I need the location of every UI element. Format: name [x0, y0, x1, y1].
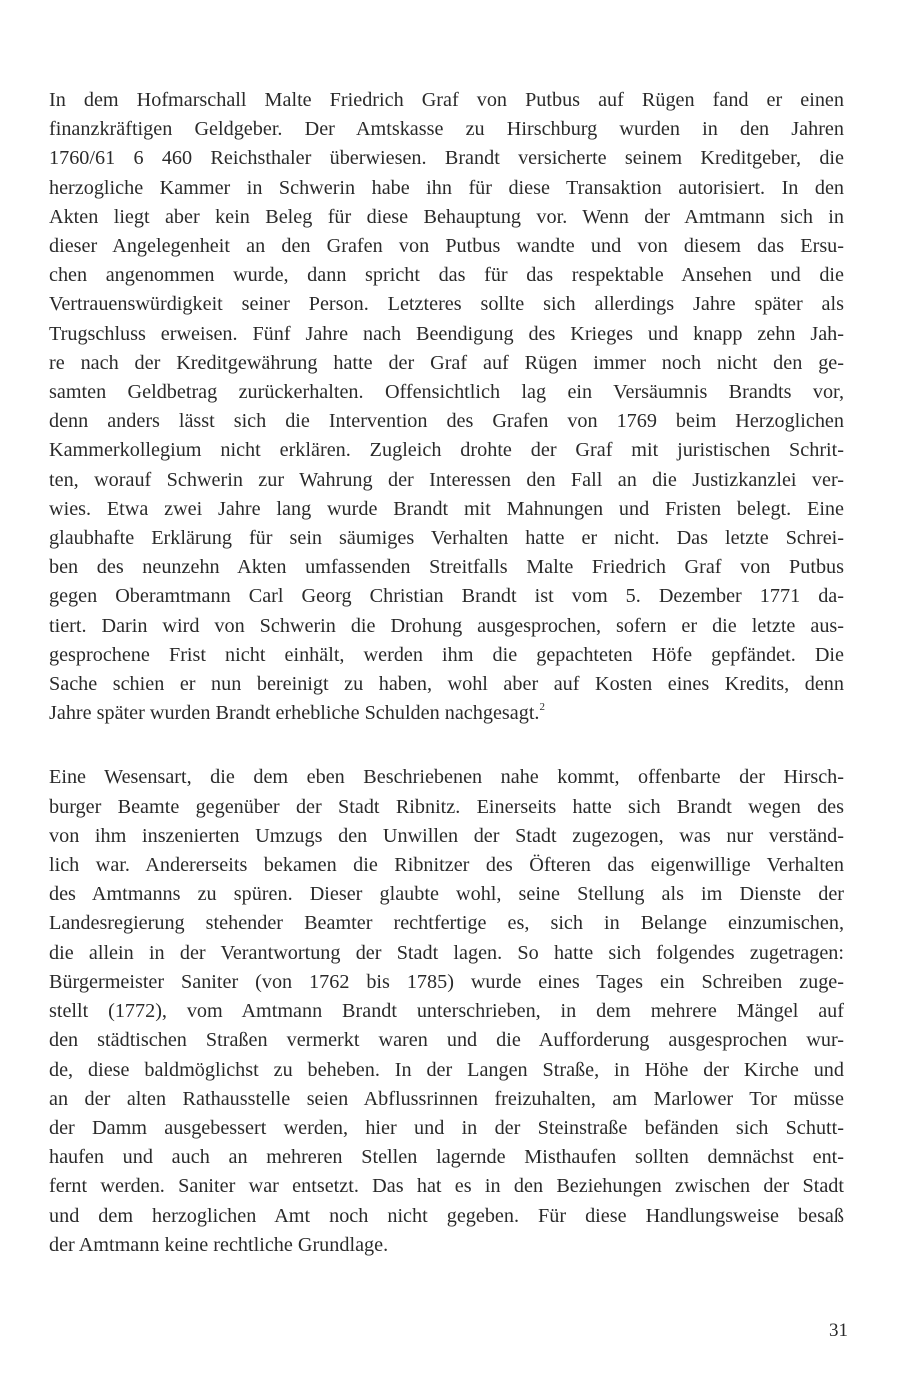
- text-line: tiert. Darin wird von Schwerin die Drohung ausgesprochen, sofern er die letzte aus-: [49, 614, 844, 637]
- text-line: haufen und auch an mehreren Stellen lagernde Misthaufen sollten demnächst ent-: [49, 1146, 844, 1169]
- text-line: an der alten Rathausstelle seien Abflussrinnen freizuhalten, am Marlower Tor müsse: [49, 1087, 844, 1110]
- text-line: glaubhafte Erklärung für sein säumiges Verhalten hatte er nicht. Das letzte Schrei-: [49, 527, 844, 550]
- text-line: gesprochene Frist nicht einhält, werden ihm die gepachteten Höfe gepfändet. Die: [49, 643, 844, 666]
- text-line: finanzkräftigen Geldgeber. Der Amtskasse zu Hirschburg wurden in den Jahren: [49, 118, 844, 141]
- text-line: burger Beamte gegenüber der Stadt Ribnitz. Einerseits hatte sich Brandt wegen des: [49, 795, 844, 818]
- text-line: Kammerkollegium nicht erklären. Zugleich drohte der Graf mit juristischen Schrit-: [49, 439, 844, 462]
- text-line: chen angenommen wurde, dann spricht das für das respektable Ansehen und die: [49, 264, 844, 287]
- page-body: [49, 86, 844, 1260]
- text-line: herzogliche Kammer in Schwerin habe ihn für diese Transaktion autorisiert. In den: [49, 176, 844, 199]
- text-line: stellt (1772), vom Amtmann Brandt unterschrieben, in dem mehrere Mängel auf: [49, 1000, 844, 1023]
- text-line: dieser Angelegenheit an den Grafen von Putbus wandte und von diesem das Ersu-: [49, 235, 844, 258]
- paragraph-2: [49, 763, 844, 1259]
- text-line-content: Jahre später wurden Brandt erhebliche Schulden nachgesagt.: [49, 702, 540, 725]
- text-line: des Amtmanns zu spüren. Dieser glaubte wohl, seine Stellung als im Dienste der: [49, 883, 844, 906]
- text-line: In dem Hofmarschall Malte Friedrich Graf von Putbus auf Rügen fand er einen: [49, 89, 844, 111]
- text-line: wies. Etwa zwei Jahre lang wurde Brandt mit Mahnungen und Fristen belegt. Eine: [49, 497, 844, 520]
- text-line-last: der Amtmann keine rechtliche Grundlage.: [49, 1233, 389, 1256]
- text-line: samten Geldbetrag zurückerhalten. Offensichtlich lag ein Versäumnis Brandts vor,: [49, 381, 844, 404]
- text-line: re nach der Kreditgewährung hatte der Graf auf Rügen immer noch nicht den ge-: [49, 351, 844, 374]
- footnote-reference[interactable]: 2: [539, 701, 545, 714]
- text-line: ben des neunzehn Akten umfassenden Streitfalls Malte Friedrich Graf von Putbus: [49, 556, 844, 579]
- page-number: 31: [829, 1320, 848, 1341]
- text-line: ten, worauf Schwerin zur Wahrung der Interessen den Fall an die Justizkanzlei ver-: [49, 468, 844, 491]
- text-line: gegen Oberamtmann Carl Georg Christian Brandt ist vom 5. Dezember 1771 da-: [49, 585, 844, 608]
- text-line: lich war. Andererseits bekamen die Ribnitzer des Öfteren das eigenwillige Verhalten: [49, 854, 844, 877]
- text-line: Akten liegt aber kein Beleg für diese Behauptung vor. Wenn der Amtmann sich in: [49, 205, 844, 228]
- text-line: den städtischen Straßen vermerkt waren und die Aufforderung ausgesprochen wur-: [49, 1029, 844, 1052]
- text-line: Vertrauenswürdigkeit seiner Person. Letzteres sollte sich allerdings Jahre später als: [49, 293, 844, 316]
- paragraph-1: [49, 86, 844, 728]
- text-line: de, diese baldmöglichst zu beheben. In der Langen Straße, in Höhe der Kirche und: [49, 1058, 844, 1081]
- text-line: der Damm ausgebessert werden, hier und in der Steinstraße befänden sich Schutt-: [49, 1116, 844, 1139]
- text-line: denn anders lässt sich die Intervention des Grafen von 1769 beim Herzoglichen: [49, 410, 844, 433]
- text-line: fernt werden. Saniter war entsetzt. Das hat es in den Beziehungen zwischen der Stadt: [49, 1175, 844, 1198]
- text-line: die allein in der Verantwortung der Stadt lagen. So hatte sich folgendes zugetragen:: [49, 941, 844, 964]
- text-line: Landesregierung stehender Beamter rechtfertige es, sich in Belange einzumischen,: [49, 912, 844, 935]
- text-line: Bürgermeister Saniter (von 1762 bis 1785) wurde eines Tages ein Schreiben zuge-: [49, 970, 844, 993]
- text-line: Trugschluss erweisen. Fünf Jahre nach Beendigung des Krieges und knapp zehn Jah-: [49, 322, 844, 345]
- text-line-last: [49, 699, 844, 728]
- text-line: und dem herzoglichen Amt noch nicht gegeben. Für diese Handlungsweise besaß: [49, 1204, 844, 1227]
- text-line: Sache schien er nun bereinigt zu haben, wohl aber auf Kosten eines Kredits, denn: [49, 673, 844, 696]
- text-line: 1760/61 6 460 Reichsthaler überwiesen. Brandt versicherte seinem Kreditgeber, die: [49, 147, 844, 170]
- text-line: von ihm inszenierten Umzugs den Unwillen der Stadt zugezogen, was nur verständ-: [49, 824, 844, 847]
- text-line: Eine Wesensart, die dem eben Beschriebenen nahe kommt, offenbarte der Hirsch-: [49, 766, 844, 789]
